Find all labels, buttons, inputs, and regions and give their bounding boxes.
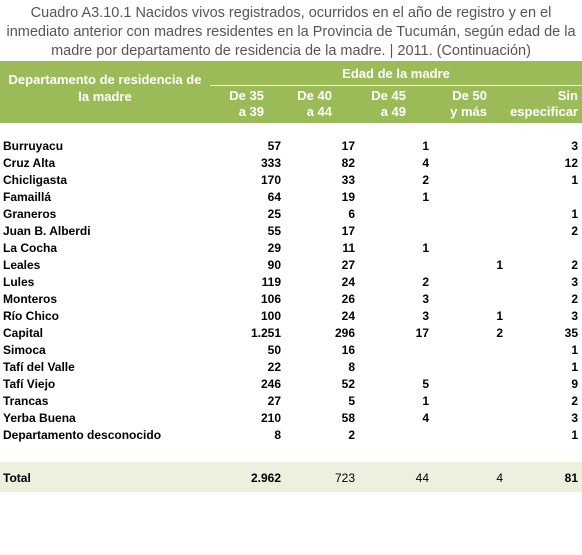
table-row [0, 376, 582, 393]
row-value: 1 [571, 360, 578, 374]
title-line: madre por departamento de residencia de la madre. | 2011. (Continuación) [51, 43, 531, 59]
table-row [0, 274, 582, 291]
row-value: 17 [341, 224, 355, 238]
row-value: 5 [422, 377, 429, 391]
row-value: 57 [267, 139, 281, 153]
total-value: 44 [415, 471, 429, 485]
header-departamento: Departamento de residencia de la madre [8, 72, 202, 104]
row-value: 333 [260, 156, 281, 170]
header-col-40-44: De 40 a 44 [297, 88, 332, 119]
row-value: 1.251 [250, 326, 281, 340]
row-department: Lules [3, 275, 35, 289]
row-value: 26 [341, 292, 355, 306]
row-value: 100 [260, 309, 281, 323]
total-value: 81 [564, 471, 578, 485]
table-row [0, 291, 582, 308]
total-value: 2.962 [250, 471, 281, 485]
row-value: 24 [341, 275, 355, 289]
row-value: 119 [261, 275, 281, 289]
total-band [0, 462, 582, 492]
row-value: 27 [341, 258, 355, 272]
row-department: Tafí del Valle [3, 360, 75, 374]
row-value: 16 [341, 343, 355, 357]
table-row [0, 189, 582, 206]
row-department: Yerba Buena [3, 411, 76, 425]
table-row [0, 155, 582, 172]
row-department: Trancas [3, 394, 49, 408]
row-department: Graneros [3, 207, 57, 221]
row-value: 4 [422, 411, 429, 425]
table-row [0, 325, 582, 342]
row-department: Chicligasta [3, 173, 68, 187]
row-value: 11 [342, 241, 355, 255]
header-col-45-49: De 45 a 49 [371, 88, 406, 119]
row-value: 22 [267, 360, 281, 374]
row-value: 3 [422, 292, 429, 306]
table-row [0, 410, 582, 427]
row-department: Departamento desconocido [3, 428, 162, 442]
row-value: 50 [267, 343, 281, 357]
header-edad: Edad de la madre [210, 65, 582, 86]
row-value: 52 [341, 377, 355, 391]
table-row [0, 342, 582, 359]
row-value: 27 [267, 394, 281, 408]
table-title [0, 4, 582, 61]
table-row [0, 206, 582, 223]
total-value: 4 [496, 471, 503, 485]
row-value: 58 [341, 411, 355, 425]
row-department: Burruyacu [3, 139, 64, 153]
row-value: 2 [422, 173, 429, 187]
row-department: Monteros [3, 292, 57, 306]
row-department: Juan B. Alberdi [3, 224, 91, 238]
row-value: 17 [415, 326, 429, 340]
row-value: 1 [422, 394, 429, 408]
row-value: 2 [422, 275, 429, 289]
title-line: inmediato anterior con madres residentes en la Provincia de Tucumán, según edad de la [6, 24, 576, 40]
row-department: Leales [3, 258, 41, 272]
row-value: 33 [341, 173, 355, 187]
row-value: 19 [341, 190, 355, 204]
table-row [0, 427, 582, 444]
title-line: Cuadro A3.10.1 Nacidos vivos registrados, ocurridos en el año de registro y en el [30, 5, 552, 21]
row-department: Tafí Viejo [3, 377, 56, 391]
row-value: 24 [341, 309, 355, 323]
table-row [0, 257, 582, 274]
header-col-50-mas: De 50 y más [450, 88, 487, 119]
total-row [0, 470, 582, 487]
table-row [0, 138, 582, 155]
row-value: 4 [422, 156, 429, 170]
table-row [0, 393, 582, 410]
row-value: 6 [348, 207, 355, 221]
row-value: 3 [571, 139, 578, 153]
row-value: 2 [571, 224, 578, 238]
row-value: 1 [422, 241, 429, 255]
row-value: 17 [341, 139, 355, 153]
row-value: 170 [260, 173, 281, 187]
row-value: 8 [274, 428, 281, 442]
row-value: 1 [571, 173, 578, 187]
row-value: 35 [564, 326, 578, 340]
row-value: 8 [348, 360, 355, 374]
row-value: 1 [571, 428, 578, 442]
row-value: 55 [267, 224, 281, 238]
total-value: 723 [334, 471, 355, 485]
row-value: 1 [422, 139, 429, 153]
row-department: La Cocha [3, 241, 58, 255]
row-department: Río Chico [3, 309, 59, 323]
row-department: Cruz Alta [3, 156, 56, 170]
total-label: Total [3, 471, 31, 485]
row-value: 210 [260, 411, 281, 425]
table-header [0, 61, 582, 123]
row-value: 2 [571, 258, 578, 272]
row-value: 3 [571, 411, 578, 425]
row-value: 2 [496, 326, 503, 340]
header-col-sin-especificar: Sin especificar [510, 88, 578, 119]
row-department: Famaillá [3, 190, 52, 204]
row-value: 29 [267, 241, 281, 255]
row-department: Capital [3, 326, 44, 340]
row-department: Simoca [3, 343, 46, 357]
row-value: 3 [571, 275, 578, 289]
row-value: 25 [267, 207, 281, 221]
table-row [0, 359, 582, 376]
header-col-35-39: De 35 a 39 [229, 88, 264, 119]
row-value: 246 [260, 377, 281, 391]
row-value: 1 [571, 343, 578, 357]
row-value: 1 [571, 207, 578, 221]
row-value: 2 [571, 292, 578, 306]
row-value: 90 [267, 258, 281, 272]
table-row [0, 308, 582, 325]
row-value: 9 [571, 377, 578, 391]
row-value: 296 [334, 326, 355, 340]
row-value: 1 [496, 258, 503, 272]
row-value: 5 [348, 394, 355, 408]
table-row [0, 240, 582, 257]
row-value: 3 [571, 309, 578, 323]
row-value: 64 [267, 190, 281, 204]
row-value: 82 [341, 156, 355, 170]
table-row [0, 172, 582, 189]
row-value: 2 [571, 394, 578, 408]
row-value: 1 [496, 309, 503, 323]
table-row [0, 223, 582, 240]
row-value: 2 [348, 428, 355, 442]
row-value: 1 [422, 190, 429, 204]
row-value: 12 [564, 156, 578, 170]
row-value: 3 [422, 309, 429, 323]
row-value: 106 [260, 292, 281, 306]
